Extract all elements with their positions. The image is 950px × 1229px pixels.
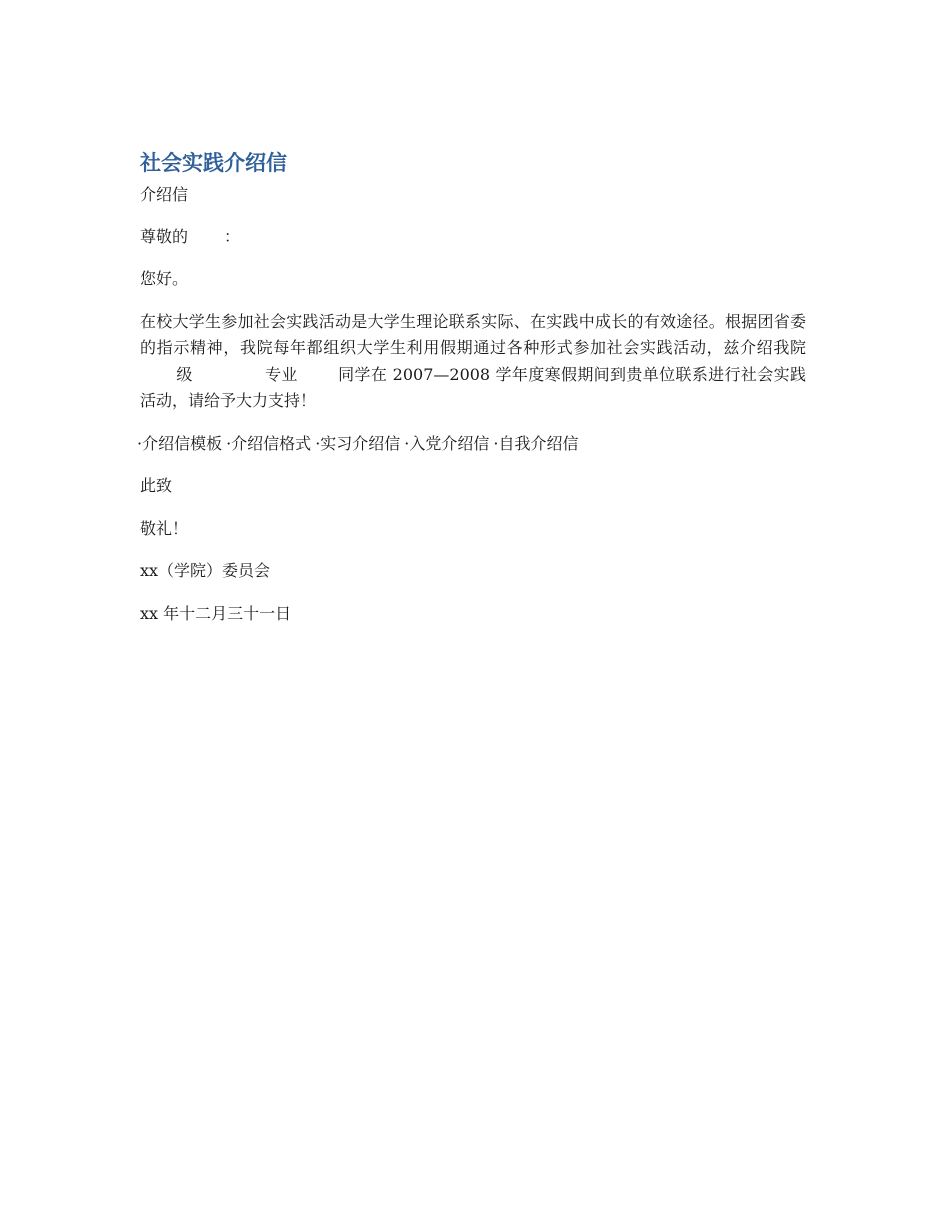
related-links [137, 431, 806, 458]
letter-body [140, 309, 806, 415]
body-part2: 同学在 2007—2008 学年度寒假期间到贵单位联系进行社会实践活动，请给予大力支持！ [140, 364, 806, 410]
body-part1: 在校大学生参加社会实践活动是大学生理论联系实际、在实践中成长的有效途径。根据团省委的指示精神，我院每年都组织大学生利用假期通过各种形式参加社会实践活动，兹介绍我院 [140, 311, 806, 357]
greeting: 您好。 [140, 269, 189, 288]
related-link[interactable]: ·介绍信格式 [226, 433, 312, 453]
body-major: 专业 [264, 364, 298, 384]
related-link[interactable]: ·自我介绍信 [493, 433, 579, 453]
signature: xx（学院）委员会 [140, 561, 271, 580]
salutation [140, 224, 806, 251]
related-link[interactable]: ·入党介绍信 [404, 433, 490, 453]
date: xx 年十二月三十一日 [140, 603, 292, 623]
letter-document [137, 148, 806, 643]
regards: 敬礼！ [140, 518, 189, 538]
related-link[interactable]: ·实习介绍信 [315, 433, 401, 453]
salutation-colon: ： [224, 226, 241, 246]
document-title: 社会实践介绍信 [140, 151, 287, 175]
salutation-prefix: 尊敬的 [140, 226, 189, 246]
body-grade: 级 [176, 364, 193, 384]
heading-line: 介绍信 [140, 185, 189, 204]
closing: 此致 [140, 476, 173, 495]
related-link[interactable]: ·介绍信模板 [137, 433, 223, 453]
